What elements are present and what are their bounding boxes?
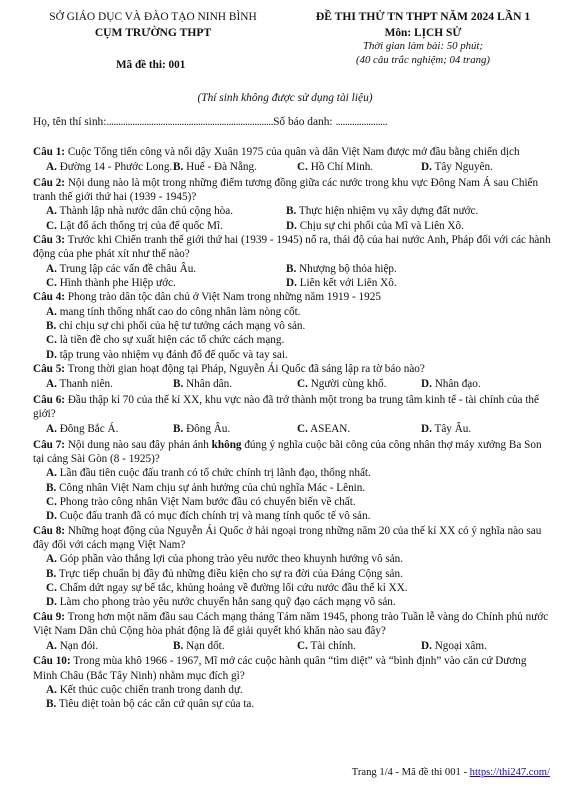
question-number: Câu 9: bbox=[33, 610, 66, 623]
option-key: B. bbox=[286, 262, 297, 275]
question-text: Trong hơn một năm đầu sau Cách mạng tháng Tám năm 1945, phong trào Tuần lễ vàng do Chính phủ nước Việt Nam Dân chủ Cộng hòa phát động là để giải quyết khó khăn nào sau đây? bbox=[33, 610, 549, 637]
question-7 bbox=[33, 438, 553, 524]
option-text: Tây Nguyên. bbox=[434, 161, 493, 174]
question-8 bbox=[33, 524, 553, 610]
option-key: D. bbox=[421, 161, 432, 174]
option-text: Chịu sự chi phối của Mĩ và Liên Xô. bbox=[299, 219, 464, 232]
question-stem bbox=[33, 145, 553, 159]
student-id-blank: ...................... bbox=[335, 116, 388, 128]
answer-option-d bbox=[46, 595, 553, 609]
question-6 bbox=[33, 393, 553, 437]
option-text: Ngoại xâm. bbox=[434, 640, 487, 653]
option-text: mang tính thống nhất cao do công nhân làm nòng cốt. bbox=[59, 305, 301, 318]
answer-option-b bbox=[46, 481, 553, 495]
question-stem bbox=[33, 610, 553, 639]
answer-option-d bbox=[421, 377, 545, 391]
answer-option-b bbox=[46, 319, 553, 333]
exam-notice: (Thí sinh không được sử dụng tài liệu) bbox=[197, 92, 373, 104]
question-emphasis: không bbox=[211, 438, 242, 451]
exam-time: Thời gian làm bài: 50 phút; bbox=[362, 40, 484, 53]
exam-info: (40 câu trắc nghiệm; 04 trang) bbox=[355, 54, 491, 67]
option-key: A. bbox=[46, 423, 57, 436]
question-text: Trước khi Chiến tranh thế giới thứ hai (1939 - 1945) nổ ra, thái độ của hai nước Anh, Pháp đối với các hành động của phe phát xít như thế nào? bbox=[33, 233, 551, 261]
answer-option-a bbox=[46, 305, 553, 319]
answer-option-b bbox=[173, 160, 297, 174]
question-stem bbox=[33, 290, 553, 304]
option-text: Nạn đói. bbox=[59, 640, 99, 653]
option-key: A. bbox=[46, 305, 57, 318]
option-key: A. bbox=[46, 378, 57, 391]
option-key: D. bbox=[46, 596, 57, 609]
option-text: Người cùng khổ. bbox=[310, 378, 387, 391]
question-number: Câu 5: bbox=[33, 362, 66, 375]
option-key: A. bbox=[46, 640, 57, 653]
answer-option-a bbox=[46, 160, 173, 174]
option-key: D. bbox=[421, 378, 432, 391]
question-stem bbox=[33, 438, 553, 467]
option-text: Thanh niên. bbox=[59, 378, 113, 391]
question-9 bbox=[33, 610, 553, 654]
option-key: C. bbox=[297, 161, 308, 174]
option-text: Nhân dân. bbox=[186, 378, 233, 391]
answer-option-b bbox=[46, 567, 553, 581]
option-key: C. bbox=[297, 378, 308, 391]
question-stem bbox=[33, 233, 553, 262]
question-text: Những hoạt động của Nguyễn Ái Quốc ở hải ngoại trong những năm 20 của thế kỉ XX có ý nghĩa nào sau đây đối với cách mạng Việt Nam? bbox=[33, 524, 542, 551]
answer-option-c bbox=[297, 377, 421, 391]
answer-option-c bbox=[46, 581, 553, 595]
answer-option-d bbox=[286, 219, 546, 233]
option-key: A. bbox=[46, 262, 57, 275]
question-number: Câu 10: bbox=[33, 655, 71, 668]
question-2 bbox=[33, 176, 553, 233]
answer-option-a bbox=[46, 422, 173, 436]
answer-option-a bbox=[46, 466, 553, 480]
answer-option-c bbox=[46, 276, 286, 290]
question-stem bbox=[33, 654, 553, 683]
option-text: Đường 14 - Phước Long. bbox=[59, 161, 173, 174]
question-4 bbox=[33, 290, 553, 362]
question-5 bbox=[33, 362, 553, 392]
option-text: Huế - Đà Nẵng. bbox=[186, 161, 257, 174]
option-text: Cuộc đấu tranh đã có mục đích chính trị và mang tính quốc tế vô sản. bbox=[59, 510, 371, 523]
footer-link[interactable]: https://thi247.com/ bbox=[469, 767, 550, 778]
option-text: Hồ Chí Minh. bbox=[310, 161, 374, 174]
exam-title: ĐỀ THI THỬ TN THPT NĂM 2024 LẦN 1 bbox=[315, 10, 531, 23]
option-key: B. bbox=[46, 567, 57, 580]
option-text: Làm cho phong trào yêu nước chuyển hẳn sang quỹ đạo cách mạng vô sản. bbox=[59, 596, 396, 609]
answer-option-c bbox=[297, 160, 421, 174]
question-text: Phong trào dân tộc dân chủ ở Việt Nam trong những năm 1919 - 1925 bbox=[67, 291, 381, 304]
option-text: Góp phần vào thắng lợi của phong trào yêu nước theo khuynh hướng vô sản. bbox=[59, 553, 404, 566]
option-key: C. bbox=[46, 276, 57, 289]
option-key: C. bbox=[46, 334, 57, 347]
option-text: Đông Bắc Á. bbox=[59, 423, 119, 436]
question-number: Câu 8: bbox=[33, 524, 66, 537]
option-text: Công nhân Việt Nam chịu sự ảnh hưởng của chủ nghĩa Mác - Lênin. bbox=[59, 481, 366, 494]
option-text: Nạn dốt. bbox=[186, 640, 225, 653]
option-key: C. bbox=[46, 219, 57, 232]
question-stem bbox=[33, 176, 553, 205]
answer-option-a bbox=[46, 639, 173, 653]
option-key: D. bbox=[421, 640, 432, 653]
option-text: Tây Âu. bbox=[434, 423, 472, 436]
question-number: Câu 7: bbox=[33, 438, 66, 451]
option-key: B. bbox=[286, 205, 297, 218]
option-key: D. bbox=[286, 276, 297, 289]
answer-option-d bbox=[421, 422, 545, 436]
answer-option-c bbox=[297, 639, 421, 653]
option-key: D. bbox=[421, 423, 432, 436]
option-text: Hình thành phe Hiệp ước. bbox=[59, 276, 176, 289]
option-text: Đông Âu. bbox=[186, 423, 231, 436]
answer-option-c bbox=[297, 422, 421, 436]
question-number: Câu 6: bbox=[33, 393, 66, 406]
question-number: Câu 2: bbox=[33, 176, 66, 189]
answer-option-d bbox=[421, 639, 545, 653]
question-1 bbox=[33, 145, 553, 175]
school-cluster: CỤM TRƯỜNG THPT bbox=[94, 25, 212, 39]
student-name-blank: ....................................................................... bbox=[106, 116, 274, 128]
option-key: B. bbox=[46, 481, 57, 494]
answer-options bbox=[33, 639, 553, 653]
answer-option-b bbox=[286, 262, 546, 276]
answer-options bbox=[33, 305, 553, 362]
question-stem bbox=[33, 524, 553, 553]
answer-options bbox=[33, 466, 553, 523]
header-left bbox=[18, 10, 288, 73]
answer-options bbox=[33, 262, 553, 291]
answer-option-a bbox=[46, 377, 173, 391]
answer-options bbox=[33, 552, 553, 609]
question-stem bbox=[33, 393, 553, 422]
option-key: A. bbox=[46, 467, 57, 480]
answer-option-d bbox=[421, 160, 545, 174]
exam-subject: Môn: LỊCH SỬ bbox=[384, 26, 462, 39]
option-key: C. bbox=[46, 581, 57, 594]
answer-option-d bbox=[46, 348, 553, 362]
question-number: Câu 4: bbox=[33, 291, 66, 304]
answer-options bbox=[33, 160, 553, 174]
answer-option-a bbox=[46, 552, 553, 566]
answer-options bbox=[33, 377, 553, 391]
option-key: A. bbox=[46, 205, 57, 218]
option-key: C. bbox=[297, 640, 308, 653]
student-name-label: Họ, tên thí sinh: bbox=[33, 116, 107, 128]
question-stem bbox=[33, 362, 553, 376]
answer-options bbox=[33, 204, 553, 233]
option-text: Tiêu diệt toàn bộ các căn cứ quân sự của ta. bbox=[58, 698, 255, 711]
question-3 bbox=[33, 233, 553, 290]
question-text: Cuộc Tổng tiến công và nổi dậy Xuân 1975 của quân và dân Việt Nam được mở đầu bằng chiến dịch bbox=[67, 146, 520, 158]
question-text: đúng ý nghĩa cuộc bãi công của công nhân thợ máy xưởng Ba Son tại cảng Sài Gòn (8 - 1925)? bbox=[33, 438, 542, 465]
option-text: tập trung vào nhiệm vụ đánh đổ đế quốc và tay sai. bbox=[59, 348, 288, 361]
option-key: B. bbox=[46, 319, 57, 332]
option-text: Thành lập nhà nước dân chủ cộng hòa. bbox=[59, 205, 234, 218]
option-key: D. bbox=[286, 219, 297, 232]
answer-option-b bbox=[46, 697, 553, 711]
answer-option-b bbox=[173, 639, 297, 653]
answer-option-a bbox=[46, 683, 553, 697]
student-info-line bbox=[33, 115, 553, 130]
page-footer bbox=[352, 766, 550, 780]
answer-option-c bbox=[46, 333, 553, 347]
option-text: Trực tiếp chuẩn bị đầy đủ những điều kiện cho sự ra đời của Đảng Cộng sản. bbox=[58, 567, 403, 580]
option-text: Tài chính. bbox=[310, 640, 356, 653]
question-list bbox=[33, 145, 553, 712]
option-key: D. bbox=[46, 348, 57, 361]
option-key: A. bbox=[46, 553, 57, 566]
option-key: B. bbox=[173, 640, 184, 653]
question-number: Câu 1: bbox=[33, 146, 66, 158]
question-text: Đầu thập kỉ 70 của thế kỉ XX, khu vực nào đã trở thành một trong ba trung tâm kinh tế - tài chính của thế giới? bbox=[33, 393, 539, 420]
option-text: Lật đổ ách thống trị của đế quốc Mĩ. bbox=[59, 219, 223, 232]
question-text: Nội dung nào là một trong những điểm tương đồng giữa các nước trong khu vực Đông Nam Á sau Chiến tranh thế giới thứ hai (1939 - 1945)? bbox=[33, 176, 539, 203]
option-text: chỉ chịu sự chi phối của hệ tư tưởng cách mạng vô sản. bbox=[59, 319, 306, 332]
answer-option-d bbox=[46, 509, 553, 523]
question-text: Trong mùa khô 1966 - 1967, Mĩ mở các cuộc hành quân “tìm diệt” và “bình định” vào căn cứ Dương Minh Châu (Bắc Tây Ninh) nhằm mục đích gì? bbox=[33, 655, 527, 682]
header-right bbox=[288, 10, 558, 68]
answer-options bbox=[33, 683, 553, 712]
option-text: Liên kết với Liên Xô. bbox=[299, 276, 397, 289]
exam-code: Mã đề thi: 001 bbox=[116, 59, 186, 72]
option-key: D. bbox=[46, 510, 57, 523]
department-name: SỞ GIÁO DỤC VÀ ĐÀO TẠO NINH BÌNH bbox=[49, 11, 257, 23]
option-text: ASEAN. bbox=[310, 423, 351, 436]
option-key: C. bbox=[46, 495, 57, 508]
option-text: là tiền đề cho sự xuất hiện các tổ chức cách mạng. bbox=[59, 334, 285, 347]
option-text: Chấm dứt ngay sự bế tắc, khủng hoảng về đường lối cứu nước đầu thế kỉ XX. bbox=[59, 581, 408, 594]
answer-option-b bbox=[286, 204, 546, 218]
footer-text: Trang 1/4 - Mã đề thi 001 - bbox=[351, 767, 470, 778]
answer-option-c bbox=[46, 495, 553, 509]
option-text: Phong trào công nhân Việt Nam bước đầu có chuyển biến về chất. bbox=[59, 495, 356, 508]
answer-option-b bbox=[173, 377, 297, 391]
question-text: Trong thời gian hoạt động tại Pháp, Nguyễn Ái Quốc đã sáng lập ra tờ báo nào? bbox=[67, 362, 425, 375]
answer-option-c bbox=[46, 219, 286, 233]
option-text: Thực hiện nhiệm vụ xây dựng đất nước. bbox=[298, 205, 479, 218]
question-number: Câu 3: bbox=[33, 233, 66, 246]
option-text: Nhân đạo. bbox=[434, 378, 481, 391]
answer-option-b bbox=[173, 422, 297, 436]
option-key: B. bbox=[173, 378, 184, 391]
option-text: Kết thúc cuộc chiến tranh trong danh dự. bbox=[59, 684, 243, 697]
option-key: C. bbox=[297, 423, 308, 436]
option-key: A. bbox=[46, 161, 57, 174]
answer-option-a bbox=[46, 204, 286, 218]
option-text: Nhượng bộ thỏa hiệp. bbox=[299, 262, 397, 275]
option-text: Trung lập các vấn đề châu Âu. bbox=[59, 262, 197, 275]
option-key: A. bbox=[46, 684, 57, 697]
student-id-label: Số báo danh: bbox=[273, 116, 333, 128]
answer-options bbox=[33, 422, 553, 436]
option-key: B. bbox=[46, 698, 57, 711]
answer-option-d bbox=[286, 276, 546, 290]
question-10 bbox=[33, 654, 553, 711]
answer-option-a bbox=[46, 262, 286, 276]
question-text: Nội dung nào sau đây phản ánh bbox=[67, 438, 212, 451]
option-key: B. bbox=[173, 423, 184, 436]
option-text: Lần đầu tiên cuộc đấu tranh có tổ chức chính trị lãnh đạo, thống nhất. bbox=[59, 467, 371, 480]
option-key: B. bbox=[173, 161, 184, 174]
